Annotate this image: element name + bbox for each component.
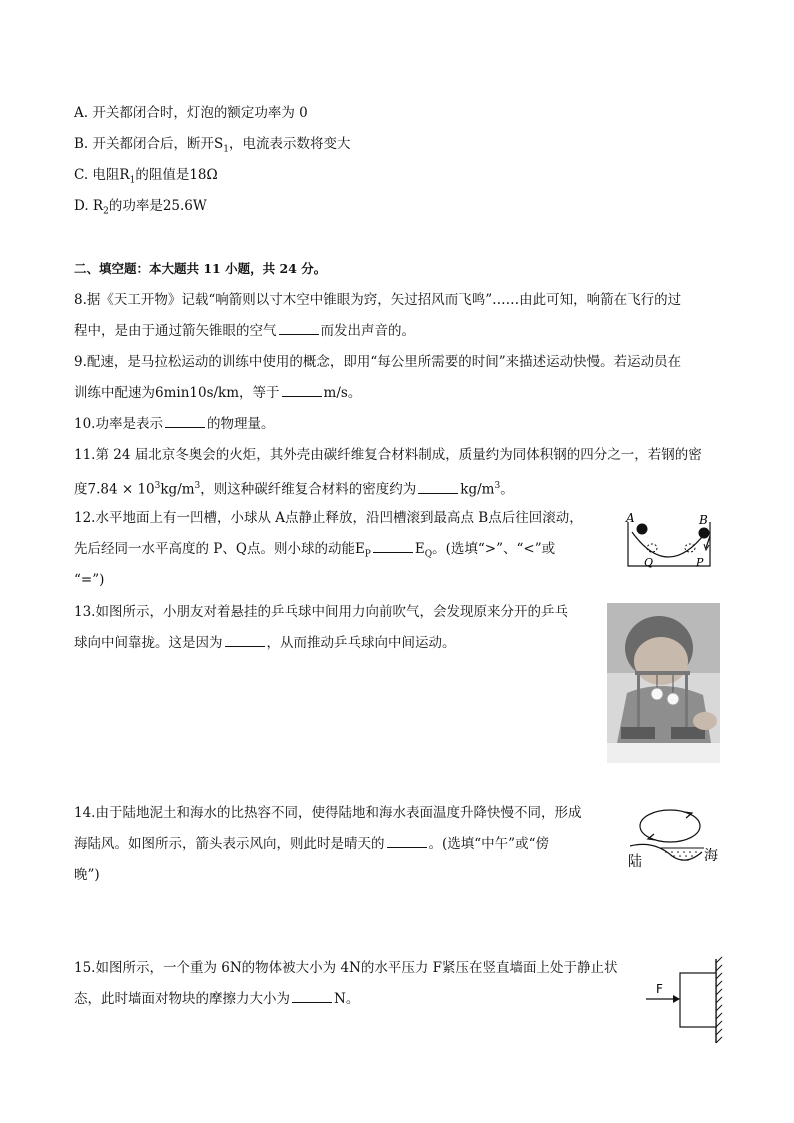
- q15-wall-block-figure: [644, 955, 726, 1047]
- label-p: P: [696, 556, 704, 569]
- q14-line2: 海陆风。如图所示，箭头表示风向，则此时是晴天的 。(选填“中午”或“傍: [74, 836, 549, 852]
- q11-line2: 度$7.84 \times 10^3kg/m^3$，则这种碳纤维复合材料的密度约为 $kg/m^3$。: [74, 481, 514, 498]
- q15-line2: 态，此时墙面对物块的摩擦力大小为 N。: [74, 991, 360, 1007]
- q9-line2: 训练中配速为6min10s/km，等于 m/s。: [74, 385, 362, 401]
- q13-line1: 13.如图所示，小朋友对着悬挂的乒乓球中间用力向前吹气，会发现原来分开的乒乓: [74, 604, 568, 620]
- ball-b: [699, 528, 710, 539]
- q10-blank[interactable]: [165, 415, 205, 428]
- label-q: Q: [644, 556, 654, 569]
- section-title: 二、填空题：本大题共 11 小题，共 24 分。: [74, 261, 327, 276]
- q13-child-photo: [607, 603, 720, 763]
- block: [680, 973, 716, 1027]
- q11-blank[interactable]: [418, 481, 458, 494]
- q9-blank[interactable]: [282, 384, 322, 397]
- q12-line2: 先后经同一水平高度的 P、Q点。则小球的动能$E_P$ $E_Q$。(选填“>”、“<”或: [74, 541, 556, 560]
- q14-blank[interactable]: [387, 835, 427, 848]
- option-a: A. 开关都闭合时，灯泡的额定功率为 0: [74, 105, 308, 121]
- label-land: 陆: [628, 854, 642, 870]
- q15-line1: 15.如图所示，一个重为 6N的物体被大小为 4N的水平压力 F紧压在竖直墙面上处于静止状: [74, 960, 618, 976]
- label-b: B: [699, 513, 708, 527]
- ball-a: [637, 524, 648, 535]
- label-f: F: [656, 982, 663, 996]
- q12-groove-figure: [618, 510, 718, 572]
- q14-line1: 14.由于陆地泥土和海水的比热容不同，使得陆地和海水表面温度升降快慢不同，形成: [74, 805, 582, 821]
- q12-line3: “=”): [74, 572, 105, 588]
- q10-line: 10.功率是表示 的物理量。: [74, 416, 275, 432]
- q8-line2: 程中，是由于通过箭矢锥眼的空气 而发出声音的。: [74, 323, 415, 339]
- q13-line2: 球向中间靠拢。这是因为 ，从而推动乒乓球向中间运动。: [74, 635, 456, 651]
- label-a: A: [626, 511, 635, 525]
- q12-line1: 12.水平地面上有一凹槽，小球从 A点静止释放，沿凹槽滚到最高点 B点后往回滚动，: [74, 510, 583, 526]
- q13-blank[interactable]: [225, 634, 265, 647]
- force-arrow-icon: [673, 995, 680, 1003]
- option-b: B. 开关都闭合后，断开$S_1$，电流表示数将变大: [74, 136, 351, 155]
- q12-blank[interactable]: [373, 540, 413, 553]
- option-d: D. $R_2$的功率是25.6W: [74, 198, 207, 217]
- q8-line1: 8.据《天工开物》记载“响箭则以寸木空中锥眼为窍，矢过招风而飞鸣”……由此可知，响箭在飞行的过: [74, 292, 682, 308]
- q15-blank[interactable]: [292, 990, 332, 1003]
- q14-sea-land-breeze-figure: [622, 800, 722, 872]
- q8-blank[interactable]: [279, 322, 319, 335]
- option-c: C. 电阻$R_1$的阻值是18Ω: [74, 167, 218, 186]
- q11-line1: 11.第 24 届北京冬奥会的火炬，其外壳由碳纤维复合材料制成，质量约为同体积钢的四分之一，若钢的密: [74, 447, 702, 463]
- q14-line3: 晚”): [74, 867, 100, 883]
- label-sea: 海: [704, 848, 718, 864]
- q9-line1: 9.配速，是马拉松运动的训练中使用的概念，即用“每公里所需要的时间”来描述运动快慢。若运动员在: [74, 354, 682, 370]
